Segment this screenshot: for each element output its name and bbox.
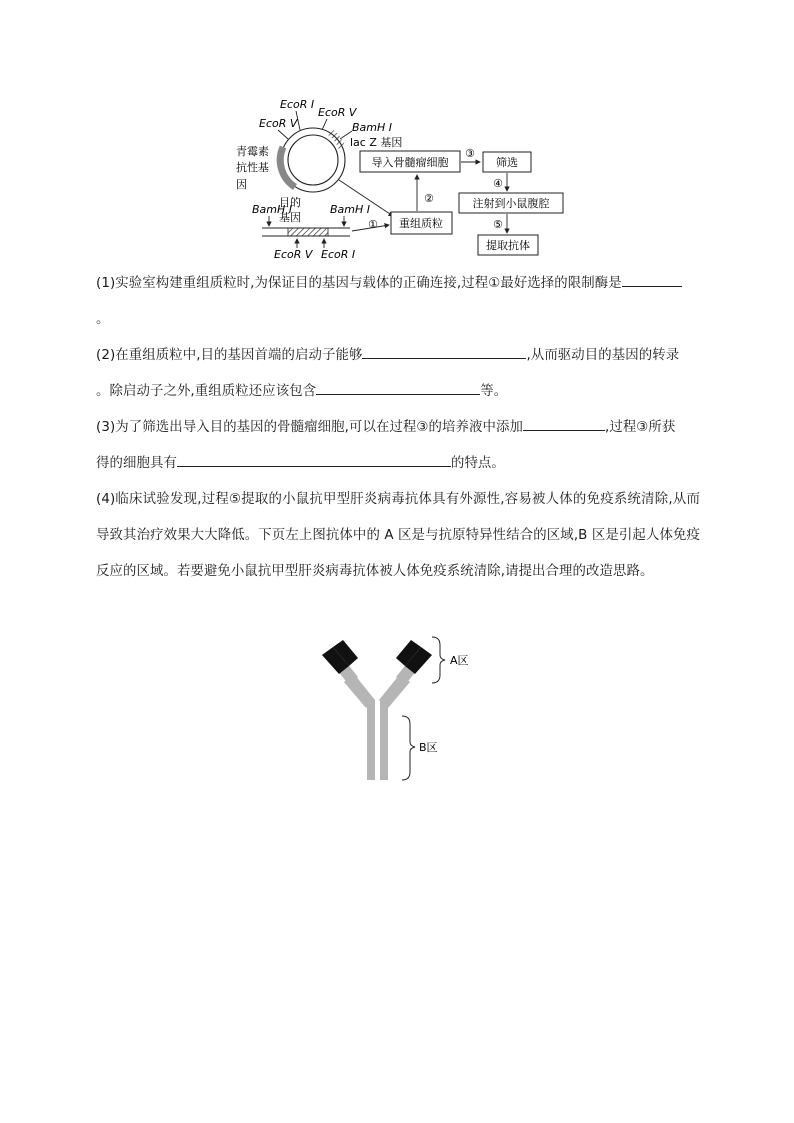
- plasmid-construction-diagram: [0, 0, 794, 270]
- inject-label: 注射到小鼠腹腔: [472, 197, 550, 210]
- answer-blank-2b[interactable]: [316, 380, 480, 395]
- question-4: [96, 482, 700, 590]
- antibody-figure: [0, 620, 794, 800]
- question-3-text-b: ,过程③所获: [604, 420, 676, 435]
- question-2-text-b: ,从而驱动目的基因的转录: [526, 348, 680, 363]
- antibody-right-arm: [379, 640, 432, 708]
- answer-blank-1[interactable]: [622, 272, 682, 287]
- question-3-text-a: (3)为了筛选出导入目的基因的骨髓瘤细胞,可以在过程③的培养液中添加: [96, 420, 523, 435]
- label-a-region: A区: [450, 654, 469, 667]
- recombinant-plasmid-label: 重组质粒: [399, 217, 443, 230]
- antibody-left-arm: [322, 640, 375, 708]
- step-5-label: ⑤: [493, 218, 503, 231]
- step-3-label: ③: [465, 147, 475, 160]
- lacz-label: lac Z 基因: [350, 136, 403, 149]
- label-b-region: B区: [419, 741, 438, 754]
- import-cells-label: 导入骨髓瘤细胞: [371, 156, 449, 169]
- ecorv-label-bottom: EcoR V: [274, 248, 313, 261]
- penicillin-label-line1: 青霉素: [236, 145, 269, 158]
- answer-blank-3b[interactable]: [177, 452, 451, 467]
- target-gene-dna: [262, 228, 350, 236]
- step-2-label: ②: [424, 192, 434, 205]
- question-1: [96, 266, 700, 338]
- ecorv-label-top: EcoR V: [318, 106, 357, 119]
- bamhi-label-top: BamH I: [352, 121, 393, 134]
- question-3: [96, 410, 700, 482]
- step-4-label: ④: [493, 177, 503, 190]
- answer-blank-2a[interactable]: [362, 344, 526, 359]
- ecori-label-bottom: EcoR I: [321, 248, 356, 261]
- bracket-a: [432, 637, 445, 683]
- question-2-text-a: (2)在重组质粒中,目的基因首端的启动子能够: [96, 348, 363, 363]
- question-3-text-d: 的特点。: [450, 456, 505, 471]
- answer-blank-3a[interactable]: [523, 416, 605, 431]
- antibody-stem-left: [367, 700, 375, 780]
- antibody-stem-right: [380, 700, 388, 780]
- bamhi-label-right: BamH I: [330, 203, 371, 216]
- step-1-label: ①: [368, 218, 378, 231]
- question-2-text-d: 等。: [480, 384, 508, 399]
- penicillin-label-line2: 抗性基: [236, 161, 269, 174]
- question-4-text: (4)临床试验发现,过程⑤提取的小鼠抗甲型肝炎病毒抗体具有外源性,容易被人体的免疫系统清除,从而导致其治疗效果大大降低。下页左上图抗体中的 A 区是与抗原特异性结合的区域,B 区是引起人体免疫反应的区域。若要避免小鼠抗甲型肝炎病毒抗体被人体免疫系统清除,请提出合理的改造思路。: [96, 492, 700, 579]
- question-2: [96, 338, 700, 410]
- question-1-end: 。: [96, 312, 110, 327]
- target-gene-label-line1: 目的: [279, 196, 301, 209]
- bamhi-label-left: BamH I: [252, 203, 293, 216]
- target-gene-label-line2: 基因: [279, 211, 301, 224]
- screen-label: 筛选: [496, 156, 518, 169]
- question-3-text-c: 得的细胞具有: [96, 456, 177, 471]
- plasmid-ring: [280, 128, 345, 192]
- ecorv-label-left: EcoR V: [259, 117, 298, 130]
- question-2-text-c: 。除启动子之外,重组质粒还应该包含: [96, 384, 317, 399]
- penicillin-label-line3: 因: [236, 178, 247, 191]
- bracket-b: [402, 716, 415, 780]
- extract-antibody-label: 提取抗体: [486, 239, 530, 252]
- question-1-text: (1)实验室构建重组质粒时,为保证目的基因与载体的正确连接,过程①最好选择的限制酶是: [96, 276, 622, 291]
- ecori-label-top: EcoR I: [280, 98, 315, 111]
